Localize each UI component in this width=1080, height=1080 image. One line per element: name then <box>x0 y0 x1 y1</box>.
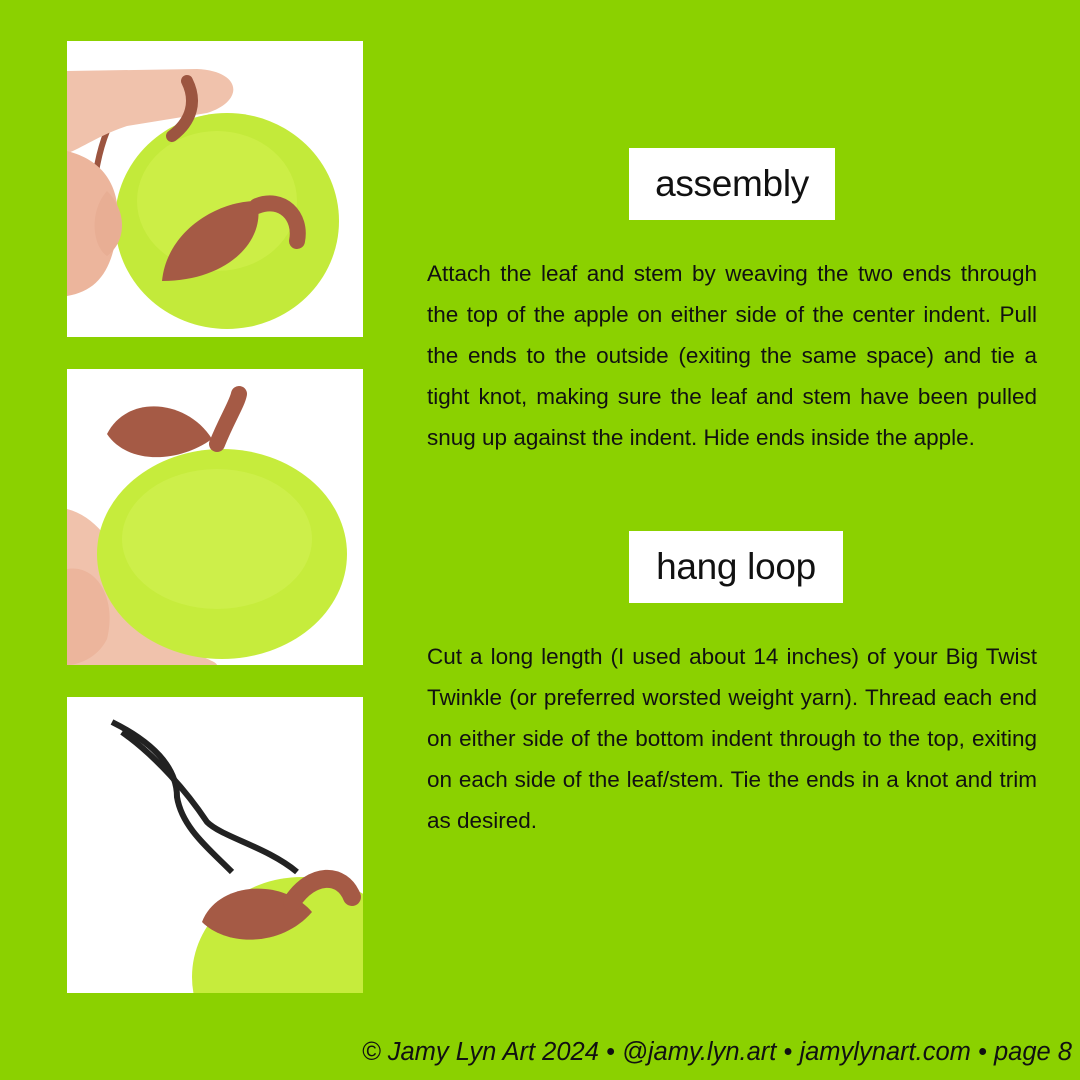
hang-loop-heading <box>629 531 843 603</box>
photo-apple-side-view <box>67 41 363 337</box>
assembly-instructions: Attach the leaf and stem by weaving the two ends through the top of the apple on either side of the center indent. Pull the ends to the outside (exiting the same space) and tie a tight knot, making sure the leaf and stem have been pulled snug up against the indent. Hide ends inside the apple. <box>427 261 1037 450</box>
photo-apple-hang-loop <box>67 697 363 993</box>
assembly-heading <box>629 148 835 220</box>
apple-hang-loop-illustration <box>67 697 363 993</box>
apple-upright-illustration <box>67 369 363 665</box>
photo-apple-upright <box>67 369 363 665</box>
footer-credits: © Jamy Lyn Art 2024 • @jamy.lyn.art • jamylynart.com • page 8 <box>361 1038 1072 1066</box>
hang-loop-heading-text: hang loop <box>656 546 816 587</box>
assembly-heading-text: assembly <box>655 163 809 204</box>
apple-side-illustration <box>67 41 363 337</box>
hang-loop-instructions: Cut a long length (I used about 14 inches) of your Big Twist Twinkle (or preferred worsted weight yarn). Thread each end on either side of the bottom indent through to the top, exiting on each side of the leaf/stem. Tie the ends in a knot and trim as desired. <box>427 644 1037 833</box>
